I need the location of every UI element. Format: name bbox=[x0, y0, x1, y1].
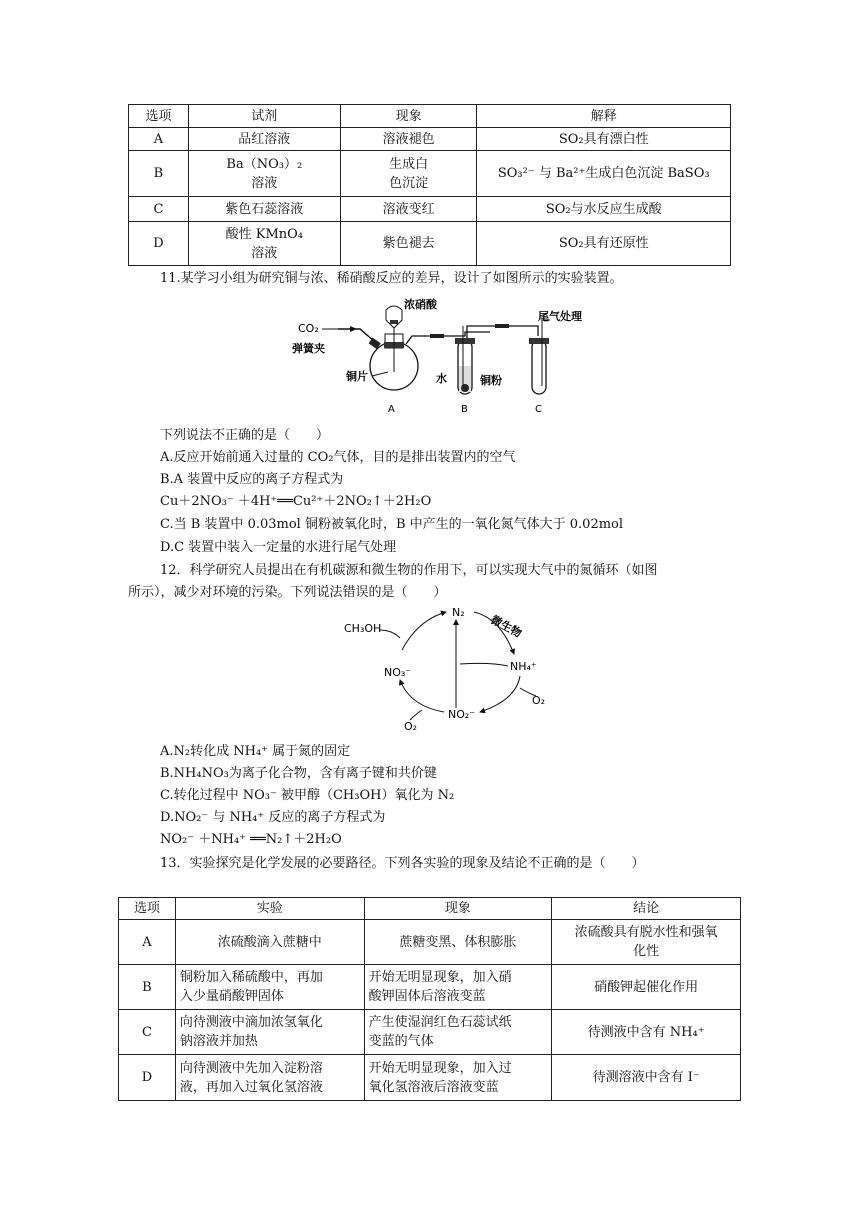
q12-stem-1: 12．科学研究人员提出在有机碳源和微生物的作用下，可以实现大气中的氮循环（如图 bbox=[160, 563, 658, 578]
microbe-label: 微生物 bbox=[488, 613, 524, 641]
clamp-label: 弹簧夹 bbox=[292, 342, 325, 355]
experiment-cell: 浓硫酸滴入蔗糖中 bbox=[175, 920, 364, 965]
q11-option-d: D.C 装置中装入一定量的水进行尾气处理 bbox=[160, 540, 397, 555]
reagent-cell: 紫色石蕊溶液 bbox=[188, 197, 340, 222]
conc-acid-label: 浓硝酸 bbox=[404, 298, 437, 311]
ch3oh-label: CH₃OH bbox=[344, 622, 382, 635]
table-row bbox=[129, 151, 731, 197]
explain-cell: SO₃²⁻ 与 Ba²⁺生成白色沉淀 BaSO₃ bbox=[477, 151, 731, 197]
phenomenon-cell: 产生使湿润红色石蕊试纸 变蓝的气体 bbox=[364, 1010, 552, 1055]
reagent-cell: Ba（NO₃）₂ 溶液 bbox=[188, 151, 340, 197]
table-header-row bbox=[119, 898, 741, 920]
header-cell: 结论 bbox=[552, 898, 741, 920]
table-header-row bbox=[129, 105, 731, 128]
q13-stem: 13．实验探究是化学发展的必要路径。下列各实验的现象及结论不正确的是（ ） bbox=[160, 856, 645, 871]
table-1 bbox=[128, 104, 731, 266]
explain-cell: SO₂与水反应生成酸 bbox=[477, 197, 731, 222]
o2-left-label: O₂ bbox=[404, 720, 418, 733]
option-cell: C bbox=[119, 1010, 176, 1055]
table-row bbox=[119, 965, 741, 1010]
header-cell: 选项 bbox=[119, 898, 176, 920]
table-row bbox=[129, 197, 731, 222]
header-cell: 试剂 bbox=[188, 105, 340, 128]
table-row bbox=[119, 1010, 741, 1055]
reagent-cell: 品红溶液 bbox=[188, 128, 340, 151]
table-row bbox=[119, 1055, 741, 1101]
explain-cell: SO₂具有还原性 bbox=[477, 222, 731, 266]
header-cell: 选项 bbox=[129, 105, 189, 128]
conclusion-cell: 待测溶液中含有 I⁻ bbox=[552, 1055, 741, 1101]
q12-option-c: C.转化过程中 NO₃⁻ 被甲醇（CH₃OH）氧化为 N₂ bbox=[160, 788, 455, 803]
q12-option-b: B.NH₄NO₃为离子化合物，含有离子键和共价键 bbox=[160, 766, 437, 781]
q11-option-c: C.当 B 装置中 0.03mol 铜粉被氧化时，B 中产生的一氧化氮气体大于 0.02mol bbox=[160, 517, 624, 532]
phenomenon-cell: 开始无明显现象，加入硝 酸钾固体后溶液变蓝 bbox=[364, 965, 552, 1010]
no3-label: NO₃⁻ bbox=[384, 666, 412, 679]
table-row bbox=[129, 128, 731, 151]
nitrogen-cycle-figure bbox=[340, 604, 560, 736]
table-row bbox=[129, 222, 731, 266]
tail-gas-label: 尾气处理 bbox=[538, 310, 582, 323]
copper-powder-label: 铜粉 bbox=[480, 374, 502, 387]
n2-label: N₂ bbox=[452, 606, 465, 619]
experiment-cell: 向待测液中先加入淀粉溶 液，再加入过氧化氢溶液 bbox=[175, 1055, 364, 1101]
header-cell: 现象 bbox=[340, 105, 477, 128]
conclusion-cell: 浓硫酸具有脱水性和强氧 化性 bbox=[552, 920, 741, 965]
header-cell: 解释 bbox=[477, 105, 731, 128]
copper-sheet-label: 铜片 bbox=[346, 370, 368, 383]
water-label: 水 bbox=[436, 372, 447, 385]
phenomenon-cell: 蔗糖变黑、体积膨胀 bbox=[364, 920, 552, 965]
co2-label: CO₂ bbox=[298, 322, 319, 335]
q11-prompt: 下列说法不正确的是（ ） bbox=[160, 428, 330, 443]
label-b: B bbox=[461, 404, 468, 415]
header-cell: 实验 bbox=[175, 898, 364, 920]
conclusion-cell: 待测液中含有 NH₄⁺ bbox=[552, 1010, 741, 1055]
q12-option-a: A.N₂转化成 NH₄⁺ 属于氮的固定 bbox=[160, 744, 351, 759]
phenomenon-cell: 溶液变红 bbox=[340, 197, 477, 222]
phenomenon-cell: 开始无明显现象，加入过 氧化氢溶液后溶液变蓝 bbox=[364, 1055, 552, 1101]
explain-cell: SO₂具有漂白性 bbox=[477, 128, 731, 151]
q12-equation: NO₂⁻ ＋NH₄⁺ ══N₂↑＋2H₂O bbox=[160, 832, 342, 847]
experiment-cell: 向待测液中滴加浓氢氧化 钠溶液并加热 bbox=[175, 1010, 364, 1055]
option-cell: B bbox=[119, 965, 176, 1010]
q11-stem: 11.某学习小组为研究铜与浓、稀硝酸反应的差异，设计了如图所示的实验装置。 bbox=[160, 271, 623, 286]
apparatus-figure bbox=[290, 296, 610, 420]
phenomenon-cell: 生成白 色沉淀 bbox=[340, 151, 477, 197]
nh4-label: NH₄⁺ bbox=[510, 660, 537, 673]
no2-label: NO₂⁻ bbox=[448, 708, 476, 721]
q11-equation: Cu＋2NO₃⁻ ＋4H⁺══Cu²⁺＋2NO₂↑＋2H₂O bbox=[160, 494, 432, 509]
option-cell: B bbox=[129, 151, 189, 197]
option-cell: A bbox=[129, 128, 189, 151]
table-row bbox=[119, 920, 741, 965]
phenomenon-cell: 紫色褪去 bbox=[340, 222, 477, 266]
q12-stem-2: 所示），减少对环境的污染。下列说法错误的是（ ） bbox=[128, 585, 447, 600]
option-cell: C bbox=[129, 197, 189, 222]
option-cell: A bbox=[119, 920, 176, 965]
conclusion-cell: 硝酸钾起催化作用 bbox=[552, 965, 741, 1010]
reagent-cell: 酸性 KMnO₄ 溶液 bbox=[188, 222, 340, 266]
q11-option-b: B.A 装置中反应的离子方程式为 bbox=[160, 472, 344, 487]
experiment-cell: 铜粉加入稀硫酸中，再加 入少量硝酸钾固体 bbox=[175, 965, 364, 1010]
q12-option-d: D.NO₂⁻ 与 NH₄⁺ 反应的离子方程式为 bbox=[160, 810, 386, 825]
option-cell: D bbox=[129, 222, 189, 266]
q11-option-a: A.反应开始前通入过量的 CO₂气体，目的是排出装置内的空气 bbox=[160, 450, 516, 465]
o2-right-label: O₂ bbox=[532, 694, 546, 707]
phenomenon-cell: 溶液褪色 bbox=[340, 128, 477, 151]
option-cell: D bbox=[119, 1055, 176, 1101]
table-2 bbox=[118, 897, 741, 1101]
label-c: C bbox=[535, 404, 542, 415]
label-a: A bbox=[388, 404, 395, 415]
header-cell: 现象 bbox=[364, 898, 552, 920]
